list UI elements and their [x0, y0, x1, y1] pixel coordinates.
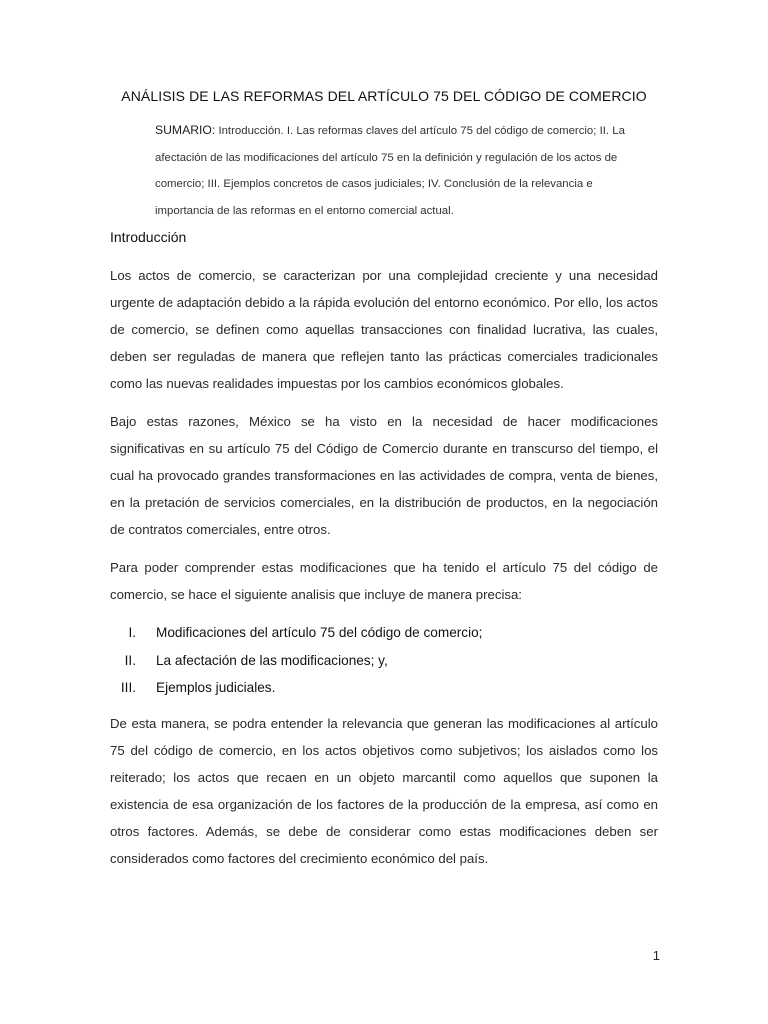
list-item-number: III.	[120, 680, 136, 695]
list-item-text: Ejemplos judiciales.	[156, 680, 276, 695]
list-item	[110, 677, 658, 705]
list-item-text: Modificaciones del artículo 75 del código de comercio;	[156, 625, 483, 640]
summary-block	[155, 117, 625, 224]
paragraph: Los actos de comercio, se caracterizan por una complejidad creciente y una necesidad urgente de adaptación debido a la rápida evolución del entorno económico. Por ello, los actos de comercio, se definen como aquellas transacciones con finalidad lucrativa, las cuales, deben ser reguladas de manera que reflejen tanto las prácticas comerciales tradicionales como las nuevas realidades impuestas por los cambios económicos globales.	[110, 268, 658, 391]
paragraph: Para poder comprender estas modificaciones que ha tenido el artículo 75 del código de comercio, se hace el siguiente analisis que incluye de manera precisa:	[110, 560, 658, 602]
paragraph: De esta manera, se podra entender la relevancia que generan las modificaciones al artículo 75 del código de comercio, en los actos objetivos como subjetivos; los aislados como los reiterado; los actos que recaen en un objeto marcantil como aquellos que suponen la existencia de esa organización de los factores de la producción de la empresa, así como en otros factores. Además, se debe de considerar como estas modificaciones deben ser considerados como factores del crecimiento económico del país.	[110, 716, 658, 866]
list-item	[110, 650, 658, 678]
summary-text: Introducción. I. Las reformas claves del artículo 75 del código de comercio; II. La afectación de las modificaciones del artículo 75 en la definición y regulación de los actos de comercio; III. Ejemplos concretos de casos judiciales; IV. Conclusión de la relevancia e importancia de las reformas en el entorno comercial actual.	[155, 125, 625, 217]
list-item-number: II.	[124, 652, 136, 668]
document-title: ANÁLISIS DE LAS REFORMAS DEL ARTÍCULO 75 DEL CÓDIGO DE COMERCIO	[121, 88, 647, 104]
summary-label: SUMARIO:	[155, 123, 216, 137]
list-item	[110, 622, 658, 650]
numbered-list	[110, 622, 658, 705]
page-number: 1	[652, 948, 660, 963]
list-item-number: I.	[128, 625, 136, 640]
paragraph: Bajo estas razones, México se ha visto en la necesidad de hacer modificaciones significativas en su artículo 75 del Código de Comercio durante en transcurso del tiempo, el cual ha provocado grandes transformaciones en las actividades de compra, venta de bienes, en la pretación de servicios comerciales, en la distribución de productos, en la negociación de contratos comerciales, entre otros.	[110, 414, 658, 537]
section-heading-introduction: Introducción	[110, 229, 187, 245]
list-item-text: La afectación de las modificaciones; y,	[156, 652, 388, 668]
